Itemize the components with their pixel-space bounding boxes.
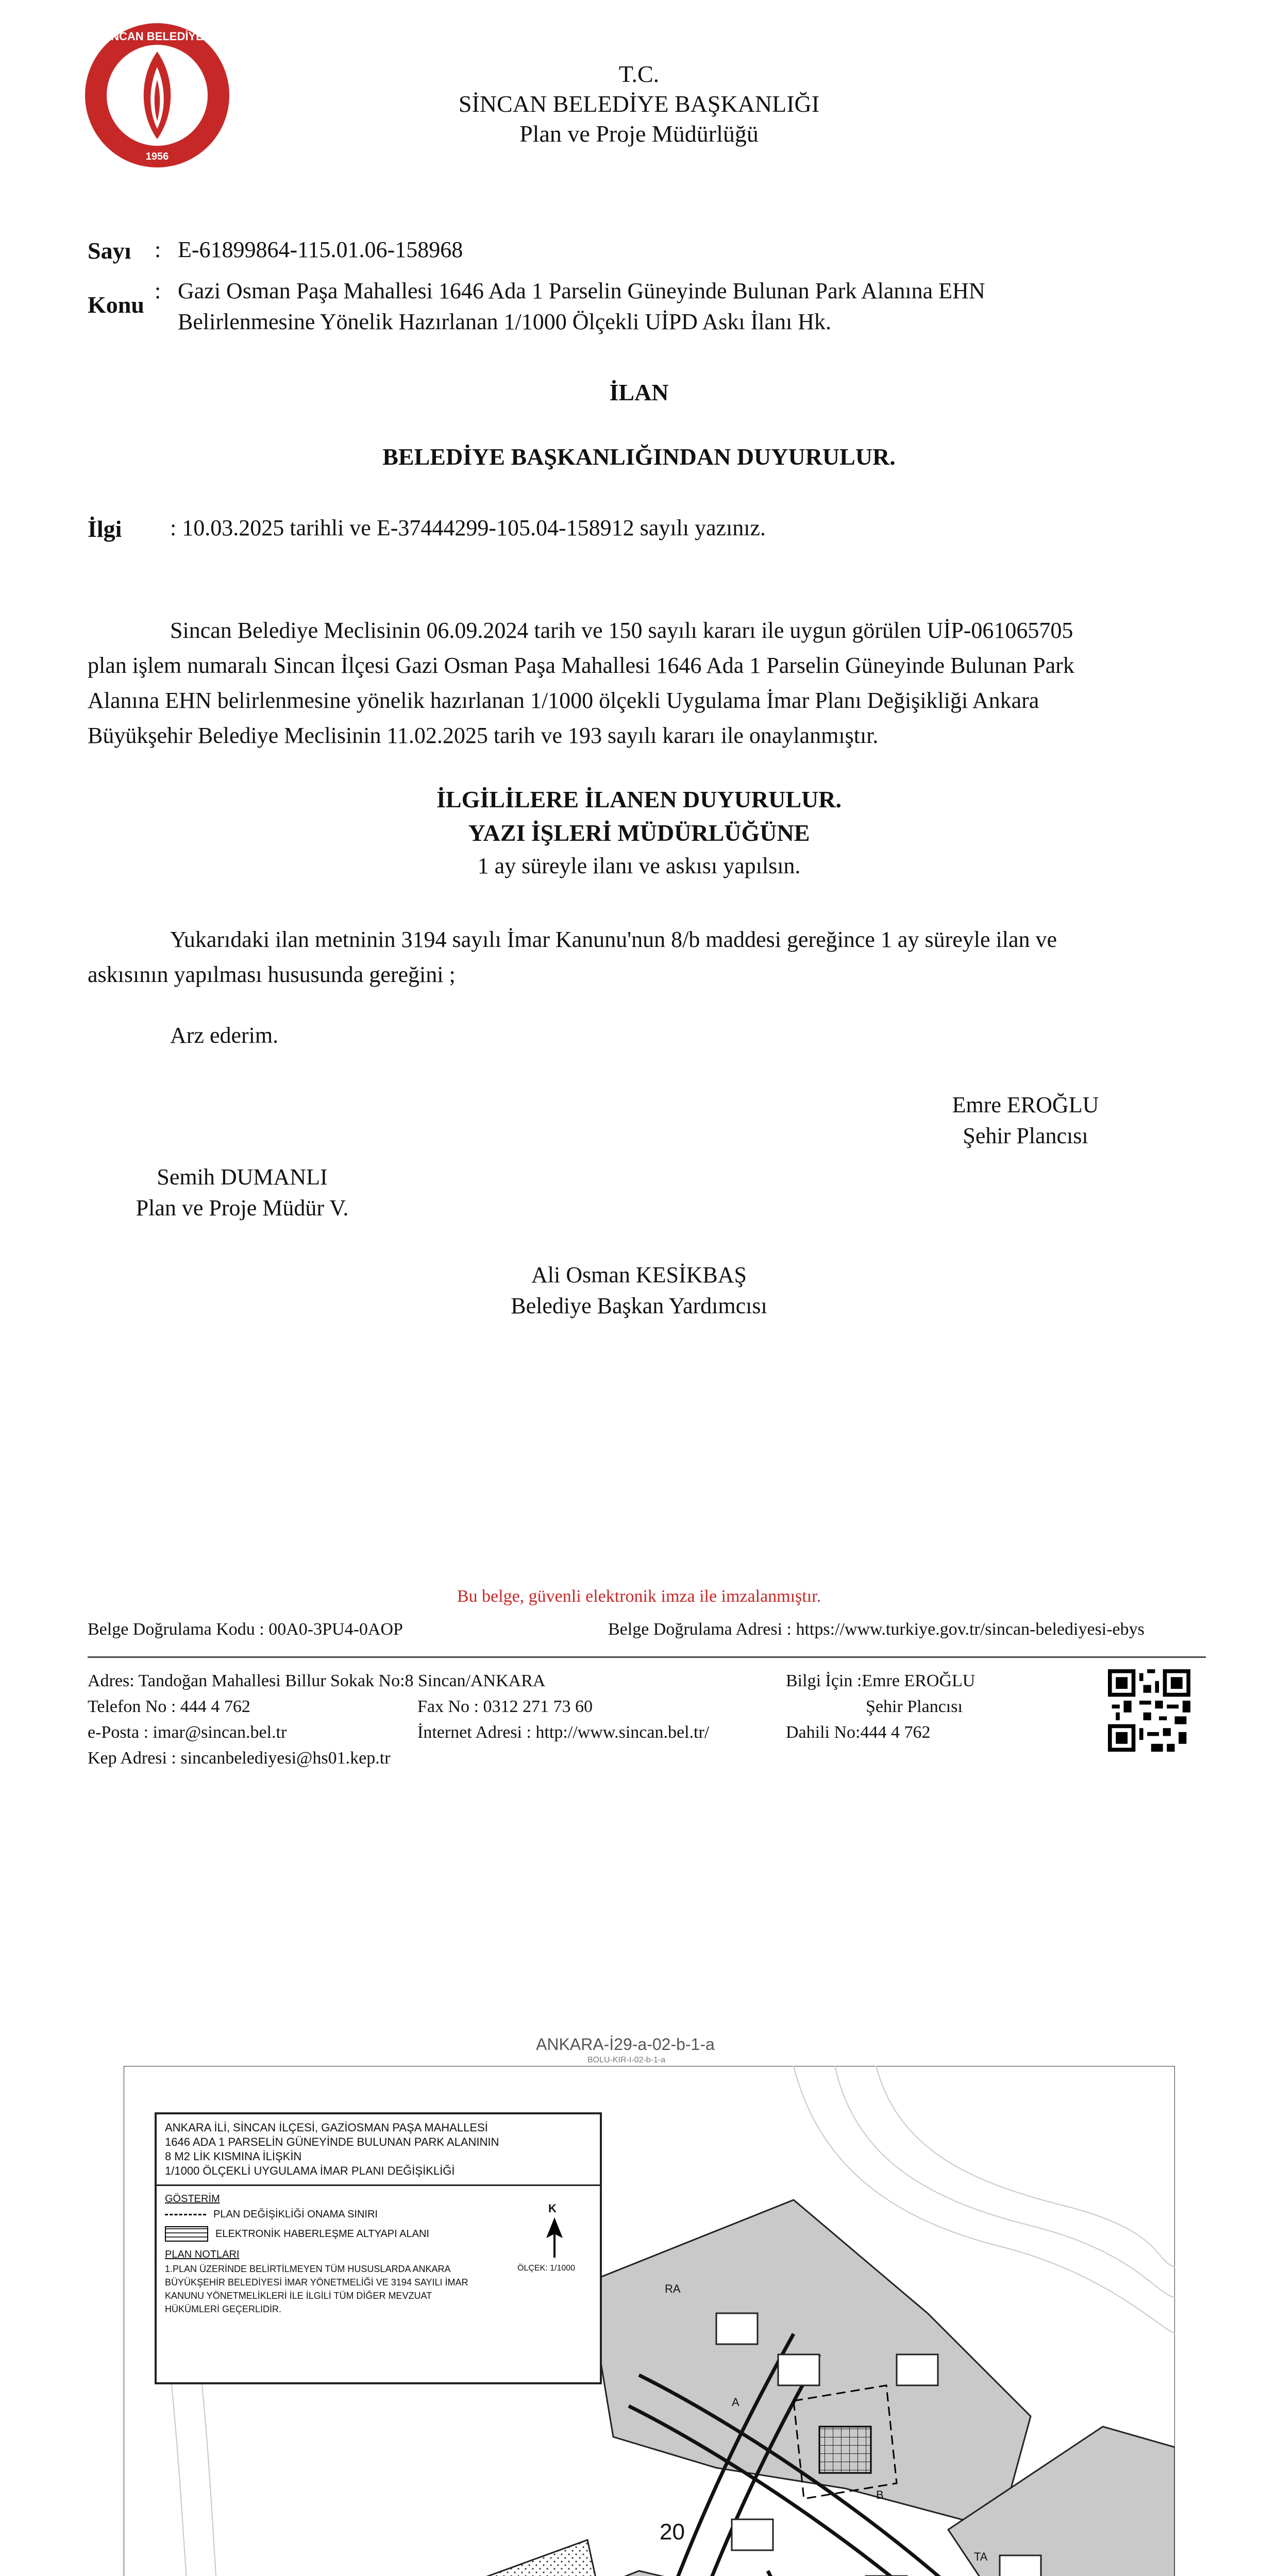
verify-address[interactable]: Belge Doğrulama Adresi : https://www.turkiye.gov.tr/sincan-belediyesi-ebys <box>608 1620 1145 1639</box>
header-department: Plan ve Proje Müdürlüğü <box>519 121 759 147</box>
label-ra: RA <box>665 2282 681 2295</box>
ehn-symbol <box>165 2226 208 2242</box>
info-contact: Bilgi İçin :Emre EROĞLU <box>786 1671 976 1690</box>
footer-email[interactable]: e-Posta : imar@sincan.bel.tr <box>88 1723 287 1742</box>
signer2-title: Plan ve Proje Müdür V. <box>136 1195 349 1221</box>
legend-scale: ÖLÇEK: 1/1000 <box>517 2264 576 2273</box>
ilgi-label: İlgi <box>88 516 122 542</box>
verify-code: Belge Doğrulama Kodu : 00A0-3PU4-0AOP <box>88 1620 403 1639</box>
body-p2-line2: askısının yapılması hususunda gereğini ; <box>88 962 456 987</box>
footer-fax: Fax No : 0312 271 73 60 <box>417 1697 593 1716</box>
note-line4: HÜKÜMLERİ GEÇERLİDİR. <box>165 2304 282 2314</box>
footer-web[interactable]: İnternet Adresi : http://www.sincan.bel.tr/ <box>417 1723 710 1742</box>
legend-item-ehn: ELEKTRONİK HABERLEŞME ALTYAPI ALANI <box>215 2228 429 2240</box>
signer2-name: Semih DUMANLI <box>157 1164 328 1190</box>
legend-item-boundary: PLAN DEĞİŞİKLİĞİ ONAMA SINIRI <box>213 2209 378 2220</box>
note-line3: KANUNU YÖNETMELİKLERİ İLE İLGİLİ TÜM DİĞER MEVZUAT <box>165 2291 432 2301</box>
legend-gosterim: GÖSTERİM <box>165 2193 220 2205</box>
legend-title-line1: ANKARA İLİ, SİNCAN İLÇESİ, GAZİOSMAN PAŞA MAHALLESİ <box>165 2121 488 2134</box>
notice-line2: YAZI İŞLERİ MÜDÜRLÜĞÜNE <box>468 820 810 846</box>
konu-line1: Gazi Osman Paşa Mahallesi 1646 Ada 1 Parselin Güneyinde Bulunan Park Alanına EHN <box>178 278 985 303</box>
sayi-label: Sayı <box>88 238 131 264</box>
map-legend <box>155 2112 602 2384</box>
body-p1-line4: Büyükşehir Belediye Meclisinin 11.02.2025 tarih ve 193 sayılı kararı ile onaylanmıştır. <box>88 723 879 748</box>
road-width-20-a: 20 <box>660 2519 685 2545</box>
boundary-symbol <box>165 2214 206 2215</box>
notice-line3: 1 ay süreyle ilanı ve askısı yapılsın. <box>477 853 801 878</box>
ilgi-value: : 10.03.2025 tarihli ve E-37444299-105.04-158912 sayılı yazınız. <box>170 515 766 540</box>
legend-notes-title: PLAN NOTLARI <box>165 2249 240 2260</box>
konu-line2: Belirlenmesine Yönelik Hazırlanan 1/1000 Ölçekli UİPD Askı İlanı Hk. <box>178 309 831 334</box>
legend-title-line4: 1/1000 ÖLÇEKLİ UYGULAMA İMAR PLANI DEĞİŞİKLİĞİ <box>165 2164 455 2177</box>
sayi-colon: : <box>155 237 161 262</box>
note-line2: BÜYÜKŞEHİR BELEDİYESİ İMAR YÖNETMELİĞİ VE 3194 SAYILI İMAR <box>165 2277 468 2287</box>
legend-title-line2: 1646 ADA 1 PARSELİN GÜNEYİNDE BULUNAN PARK ALANININ <box>165 2136 499 2148</box>
esign-notice: Bu belge, güvenli elektronik imza ile imzalanmıştır. <box>457 1587 821 1606</box>
signer1-title: Şehir Plancısı <box>963 1123 1088 1148</box>
footer-kep: Kep Adresi : sincanbelediyesi@hs01.kep.tr <box>88 1749 391 1768</box>
legend-title-line3: 8 M2 LİK KISMINA İLİŞKİN <box>165 2150 302 2163</box>
header-municipality: SİNCAN BELEDİYE BAŞKANLIĞI <box>458 91 820 117</box>
zoning-plan-map <box>124 2035 1175 2576</box>
body-p2-line1: Yukarıdaki ilan metninin 3194 sayılı İmar Kanunu'nun 8/b maddesi gereğince 1 ay süreyle ilan ve <box>170 927 1057 952</box>
block-a-label: A <box>732 2396 739 2409</box>
body-p1-line1: Sincan Belediye Meclisinin 06.09.2024 tarih ve 150 sayılı kararı ile uygun görülen UİP-061065705 <box>170 618 1073 643</box>
map-sheet-sub: BOLU-KIR-I-02-b-1-a <box>587 2056 666 2064</box>
north-label: K <box>548 2202 557 2215</box>
north-arrow-icon <box>544 2217 565 2259</box>
footer-address: Adres: Tandoğan Mahallesi Billur Sokak No:8 Sincan/ANKARA <box>88 1671 546 1690</box>
header-tc: T.C. <box>618 61 660 87</box>
map-sheet-top: ANKARA-İ29-a-02-b-1-a <box>536 2035 715 2054</box>
sayi-value: E-61899864-115.01.06-158968 <box>178 237 463 262</box>
body-p1-line2: plan işlem numaralı Sincan İlçesi Gazi Osman Paşa Mahallesi 1646 Ada 1 Parselin Güneyinde Bulunan Park <box>88 653 1074 678</box>
logo-text: SİNCAN BELEDİYESİ <box>100 30 214 43</box>
body-p1-line3: Alanına EHN belirlenmesine yönelik hazırlanan 1/1000 ölçekli Uygulama İmar Planı Değişikliği Ankara <box>88 688 1039 713</box>
info-title: Şehir Plancısı <box>866 1697 963 1716</box>
note-line1: 1.PLAN ÜZERİNDE BELİRTİLMEYEN TÜM HUSUSLARDA ANKARA <box>165 2264 451 2274</box>
notice-line1: İLGİLİLERE İLANEN DUYURULUR. <box>436 786 842 812</box>
signer3-title: Belediye Başkan Yardımcısı <box>511 1293 767 1318</box>
info-ext: Dahili No:444 4 762 <box>786 1723 931 1742</box>
footer-phone: Telefon No : 444 4 762 <box>88 1697 250 1716</box>
label-ta: TA <box>974 2550 988 2563</box>
konu-colon: : <box>155 278 161 303</box>
footer-divider <box>88 1656 1206 1658</box>
konu-label: Konu <box>88 292 144 318</box>
document-subtitle: BELEDİYE BAŞKANLIĞINDAN DUYURULUR. <box>382 444 896 470</box>
logo-year: 1956 <box>145 151 169 162</box>
block-b-label: B <box>876 2488 884 2501</box>
document-title: İLAN <box>609 379 669 405</box>
closing: Arz ederim. <box>170 1023 279 1048</box>
signer3-name: Ali Osman KESİKBAŞ <box>531 1262 747 1287</box>
signer1-name: Emre EROĞLU <box>952 1092 1099 1117</box>
qr-code <box>1108 1669 1190 1752</box>
